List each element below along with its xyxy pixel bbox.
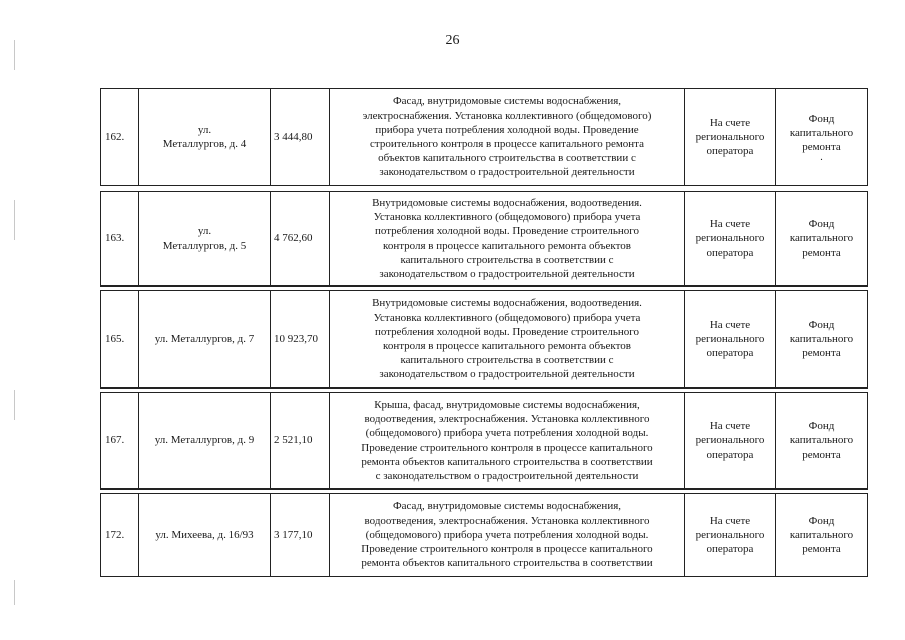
scan-artifact [14, 580, 15, 605]
funding-line: капитального [789, 528, 854, 541]
table-row [101, 494, 868, 577]
work-line: капитального строительства в соответствии с [400, 253, 614, 266]
work-line: Внутридомовые системы водоснабжения, водоотведения. [372, 297, 642, 310]
funding-line: Фонд [808, 112, 835, 125]
work-description-cell [330, 393, 685, 490]
address-line: ул. [197, 225, 212, 238]
work-line: ремонта объектов капитального строительства в соответствии [361, 455, 653, 468]
account-line: регионального [695, 232, 765, 245]
work-line: Внутридомовые системы водоснабжения, водоотведения. [372, 196, 642, 209]
work-line: законодательством о градостроительной деятельности [379, 267, 635, 280]
row-number: 165. [101, 291, 139, 389]
work-line: Фасад, внутридомовые системы водоснабжения, [392, 500, 622, 513]
work-line: Проведение строительного контроля в процессе капитального [361, 543, 653, 556]
work-description-cell [330, 494, 685, 577]
works-table [100, 88, 868, 577]
address-line: ул. Металлургов, д. 9 [154, 434, 255, 447]
funding-source-cell [776, 192, 868, 287]
work-line: капитального строительства в соответствии с [400, 354, 614, 367]
works-table-container [100, 88, 867, 577]
account-line: оператора [706, 543, 754, 556]
account-line: регионального [695, 528, 765, 541]
work-line: с законодательством о градостроительной деятельности [375, 469, 639, 482]
area-cell: 4 762,60 [271, 192, 330, 287]
address-cell [139, 89, 271, 186]
account-line: регионального [695, 434, 765, 447]
funding-line: капитального [789, 126, 854, 139]
work-line: потребления холодной воды. Проведение строительного [374, 225, 640, 238]
account-line: На счете [709, 318, 751, 331]
row-number: 167. [101, 393, 139, 490]
address-line: ул. Михеева, д. 16/93 [155, 528, 254, 541]
account-line: регионального [695, 332, 765, 345]
work-line: прибора учета потребления холодной воды. Проведение [375, 123, 639, 136]
address-cell [139, 494, 271, 577]
table-row [101, 192, 868, 287]
account-cell [685, 393, 776, 490]
work-line: законодательством о градостроительной деятельности [379, 166, 635, 179]
work-line: строительного контроля в процессе капитального ремонта [370, 138, 644, 150]
work-line: контроля в процессе капитального ремонта объектов [383, 340, 631, 352]
account-line: На счете [709, 218, 751, 231]
funding-line: капитального [789, 232, 854, 245]
row-number: 162. [101, 89, 139, 186]
area-cell: 2 521,10 [271, 393, 330, 490]
address-line: Металлургов, д. 5 [162, 239, 247, 252]
address-cell [139, 291, 271, 389]
account-line: На счете [709, 514, 751, 527]
area-cell: 10 923,70 [271, 291, 330, 389]
account-cell [685, 494, 776, 577]
work-line: законодательством о градостроительной деятельности [379, 368, 635, 381]
stray-mark: . [820, 152, 823, 164]
funding-line: Фонд [808, 318, 835, 331]
work-line: контроля в процессе капитального ремонта объектов [383, 239, 631, 252]
work-line: Установка коллективного (общедомового) прибора учета [373, 311, 641, 324]
work-description-cell [330, 192, 685, 287]
account-line: На счете [709, 420, 751, 433]
address-line: ул. [197, 123, 212, 136]
work-line: электроснабжения. Установка коллективного (общедомового) [362, 109, 652, 122]
account-line: регионального [695, 130, 765, 143]
work-description-cell [330, 89, 685, 186]
work-line: объектов капитального строительства в соответствии с [378, 152, 636, 165]
account-cell [685, 291, 776, 389]
funding-line: Фонд [808, 514, 835, 527]
work-description-cell [330, 291, 685, 389]
account-line: На счете [709, 116, 751, 129]
work-line: Крыша, фасад, внутридомовые системы водоснабжения, [374, 398, 640, 411]
work-line: ремонта объектов капитального строительства в соответствии [361, 557, 653, 570]
funding-line: ремонта [802, 543, 841, 556]
funding-source-cell [776, 393, 868, 490]
work-line: водоотведения, электроснабжения. Установка коллективного [364, 514, 650, 527]
work-line: потребления холодной воды. Проведение строительного [374, 325, 640, 338]
work-line: Фасад, внутридомовые системы водоснабжения, [392, 95, 622, 108]
funding-line: Фонд [808, 218, 835, 231]
row-number: 163. [101, 192, 139, 287]
scan-artifact [14, 390, 15, 420]
work-line: Установка коллективного (общедомового) прибора учета [373, 211, 641, 224]
funding-source-cell [776, 89, 868, 186]
scan-artifact [14, 200, 15, 240]
address-line: Металлургов, д. 4 [162, 138, 247, 150]
work-line: (общедомового) прибора учета потребления холодной воды. [365, 528, 649, 541]
account-cell [685, 192, 776, 287]
page-number: 26 [445, 33, 460, 48]
address-cell [139, 192, 271, 287]
table-row [101, 393, 868, 490]
funding-line: ремонта [802, 141, 841, 154]
account-line: оператора [706, 347, 754, 360]
row-number: 172. [101, 494, 139, 577]
work-line: Проведение строительного контроля в процессе капитального [361, 441, 653, 454]
account-cell [685, 89, 776, 186]
funding-line: ремонта [802, 448, 841, 461]
work-line: водоотведения, электроснабжения. Установка коллективного [364, 413, 650, 426]
funding-line: ремонта [802, 347, 841, 360]
area-cell: 3 177,10 [271, 494, 330, 577]
funding-line: Фонд [808, 420, 835, 433]
address-line: ул. Металлургов, д. 7 [154, 332, 255, 345]
scan-artifact [14, 40, 15, 70]
funding-source-cell [776, 291, 868, 389]
address-cell [139, 393, 271, 490]
table-row [101, 89, 868, 186]
account-line: оператора [706, 448, 754, 461]
account-line: оператора [706, 246, 754, 259]
table-row [101, 291, 868, 389]
account-line: оператора [706, 145, 754, 158]
work-line: (общедомового) прибора учета потребления холодной воды. [365, 427, 649, 440]
funding-line: ремонта [802, 246, 841, 259]
funding-line: капитального [789, 332, 854, 345]
funding-source-cell [776, 494, 868, 577]
funding-line: капитального [789, 434, 854, 447]
area-cell: 3 444,80 [271, 89, 330, 186]
